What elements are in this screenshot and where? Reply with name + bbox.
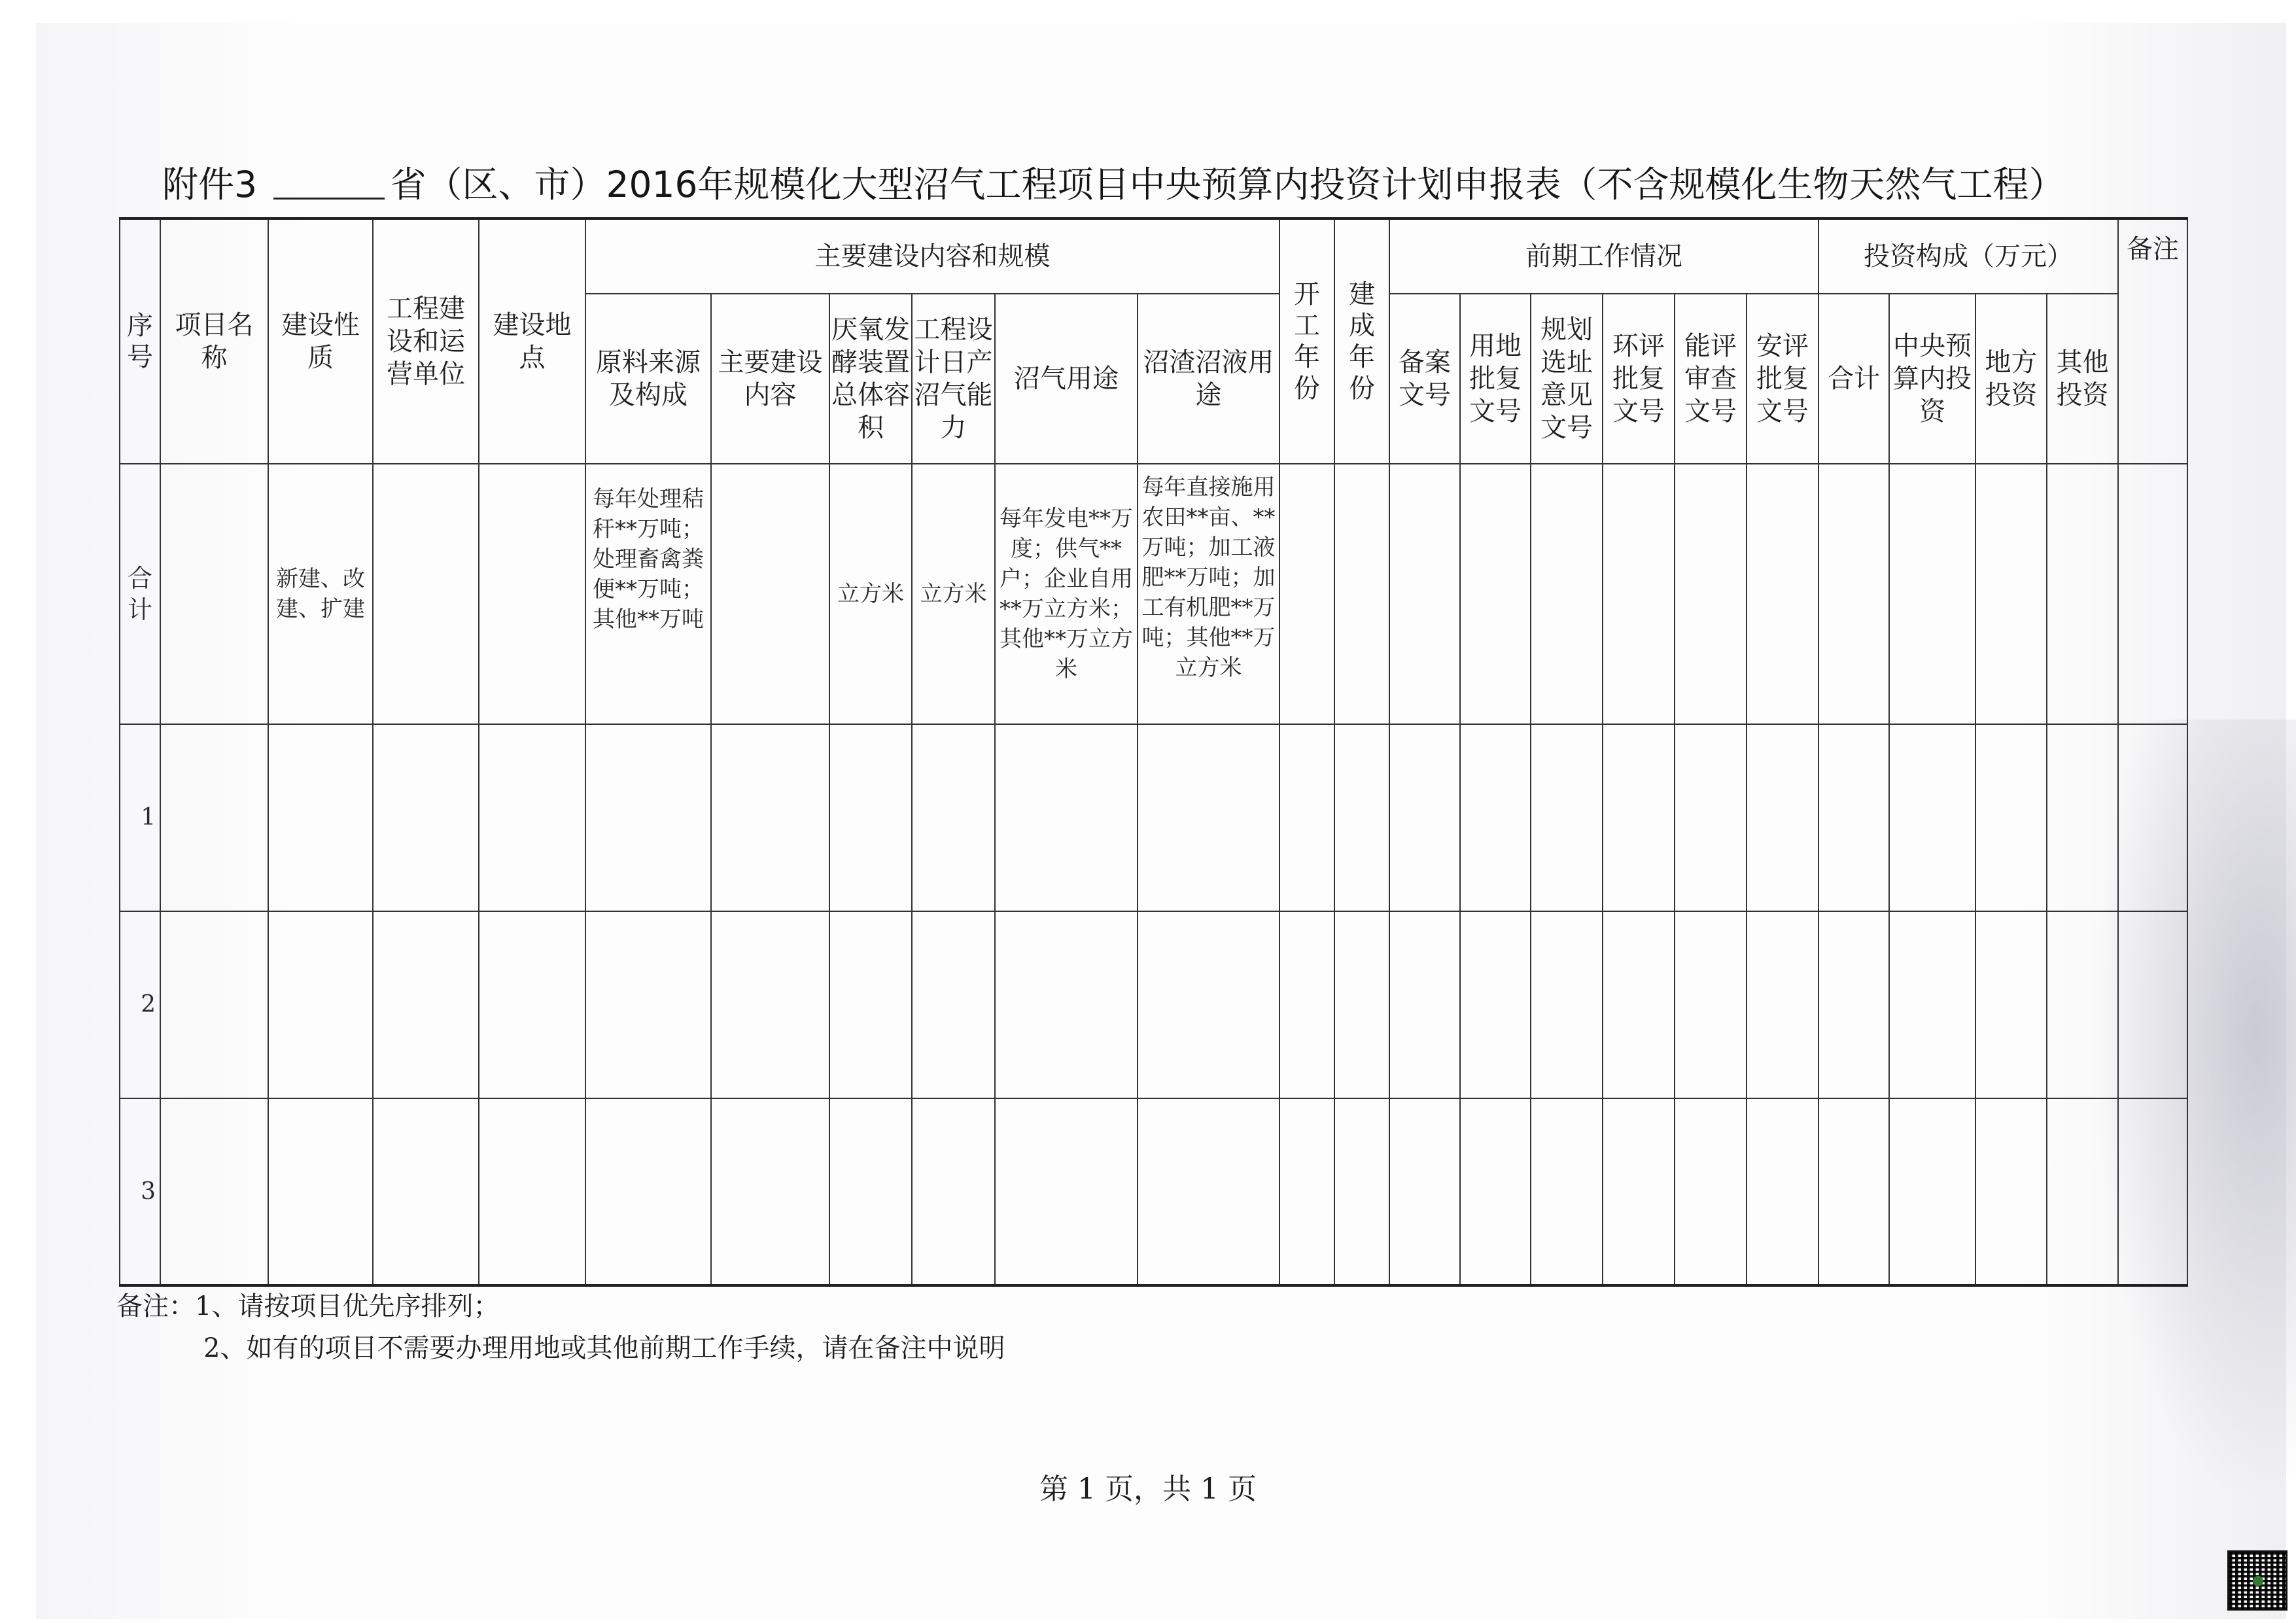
cell-empty[interactable] [1603,1098,1675,1285]
cell-empty[interactable] [912,911,995,1098]
group-investment: 投资构成（万元） [1818,218,2118,294]
cell-empty[interactable] [268,911,373,1098]
note-line-2: 2、如有的项目不需要办理用地或其他前期工作手续，请在备注中说明 [203,1333,1005,1363]
page-footer: 第 1 页，共 1 页 [1039,1473,1257,1506]
group-prework: 前期工作情况 [1389,218,1818,294]
header-energy-no: 能评审查文号 [1675,294,1747,464]
cell-empty[interactable] [829,1098,912,1285]
cell-empty[interactable] [829,911,912,1098]
cell-empty[interactable] [1747,1098,1818,1285]
cell-empty[interactable] [1747,911,1818,1098]
cell-capacity[interactable]: 立方米 [912,464,995,724]
cell-planning-no[interactable] [1531,464,1603,724]
header-capacity: 工程设计日产沼气能力 [912,294,995,464]
header-safety-no: 安评批复文号 [1747,294,1818,464]
cell-empty[interactable] [2047,911,2118,1098]
table-row [120,1098,2187,1285]
cell-empty[interactable] [268,1098,373,1285]
cell-empty[interactable] [1747,724,1818,911]
header-land-no: 用地批复文号 [1460,294,1531,464]
cell-local[interactable] [1975,464,2047,724]
cell-project-name[interactable] [160,464,268,724]
cell-empty[interactable] [585,724,711,911]
cell-empty[interactable] [1818,724,1889,911]
header-central: 中央预算内投资 [1889,294,1975,464]
header-gas-use: 沼气用途 [995,294,1138,464]
cell-volume[interactable]: 立方米 [829,464,912,724]
cell-empty[interactable] [912,1098,995,1285]
cell-empty[interactable] [268,724,373,911]
header-other: 其他投资 [2047,294,2118,464]
cell-empty[interactable] [1389,911,1460,1098]
header-material: 原料来源及构成 [585,294,711,464]
header-seq: 序号 [120,218,160,464]
cell-empty[interactable] [1675,911,1747,1098]
cell-empty[interactable] [2118,911,2187,1098]
cell-central[interactable] [1889,464,1975,724]
cell-empty[interactable] [1975,1098,2047,1285]
cell-empty[interactable] [711,1098,829,1285]
page-title [162,156,2064,207]
header-local: 地方投资 [1975,294,2047,464]
qr-code-icon [2227,1550,2287,1611]
cell-empty[interactable] [2118,724,2187,911]
cell-safety-no[interactable] [1747,464,1818,724]
cell-empty[interactable] [829,724,912,911]
cell-material[interactable]: 每年处理秸秆**万吨；处理畜禽粪便**万吨；其他**万吨 [585,464,711,724]
cell-empty[interactable] [1531,1098,1603,1285]
application-table [119,217,2188,1287]
cell-empty[interactable] [711,724,829,911]
cell-empty[interactable] [373,911,479,1098]
header-finish-year: 建成年份 [1334,218,1389,464]
cell-empty[interactable] [1279,1098,1334,1285]
header-location: 建设地点 [479,218,585,464]
header-start-year: 开工年份 [1279,218,1334,464]
cell-empty[interactable] [1603,724,1675,911]
title-text: 省（区、市）2016年规模化大型沼气工程项目中央预算内投资计划申报表（不含规模化生物天然气工程） [390,164,2065,205]
cell-empty[interactable] [160,1098,268,1285]
cell-empty[interactable] [1389,724,1460,911]
cell-residue-use[interactable]: 每年直接施用农田**亩、**万吨；加工液肥**万吨；加工有机肥**万吨；其他**万立方米 [1138,464,1279,724]
table-row [120,724,2187,911]
cell-empty[interactable] [1975,724,2047,911]
table-row-summary [120,464,2187,724]
cell-total[interactable] [1818,464,1889,724]
cell-empty[interactable] [373,1098,479,1285]
cell-nature[interactable]: 新建、改建、扩建 [268,464,373,724]
group-main-construction: 主要建设内容和规模 [585,218,1279,294]
cell-gas-use[interactable]: 每年发电**万度；供气**户；企业自用**万立方米；其他**万立方米 [995,464,1138,724]
province-blank-line [273,169,385,200]
cell-energy-no[interactable] [1675,464,1747,724]
note-line-1: 备注：1、请按项目优先序排列； [116,1291,500,1321]
cell-empty[interactable] [1675,1098,1747,1285]
header-project-name: 项目名称 [160,218,268,464]
cell-empty[interactable] [1889,911,1975,1098]
title-prefix: 附件3 [162,164,257,205]
cell-empty[interactable] [1279,911,1334,1098]
header-volume: 厌氧发酵装置总体容积 [829,294,912,464]
cell-empty[interactable] [1818,1098,1889,1285]
cell-env-no[interactable] [1603,464,1675,724]
notes-block [116,1285,1005,1369]
cell-empty[interactable] [1889,1098,1975,1285]
cell-empty[interactable] [1334,1098,1389,1285]
header-env-no: 环评批复文号 [1603,294,1675,464]
cell-other[interactable] [2047,464,2118,724]
cell-empty[interactable] [479,911,585,1098]
cell-empty[interactable] [995,724,1138,911]
cell-empty[interactable] [2118,1098,2187,1285]
cell-empty[interactable] [479,724,585,911]
cell-main-content[interactable] [711,464,829,724]
cell-empty[interactable] [373,724,479,911]
cell-seq: 合计 [120,464,160,724]
cell-seq: 2 [120,911,160,1098]
cell-location[interactable] [479,464,585,724]
header-main-content: 主要建设内容 [711,294,829,464]
cell-empty[interactable] [1460,1098,1531,1285]
cell-seq: 3 [120,1098,160,1285]
cell-empty[interactable] [1460,911,1531,1098]
cell-empty[interactable] [995,911,1138,1098]
cell-empty[interactable] [160,911,268,1098]
cell-empty[interactable] [995,1098,1138,1285]
cell-empty[interactable] [1460,724,1531,911]
cell-record-no[interactable] [1389,464,1460,724]
cell-seq: 1 [120,724,160,911]
header-nature: 建设性质 [268,218,373,464]
cell-empty[interactable] [1675,724,1747,911]
header-residue-use: 沼渣沼液用途 [1138,294,1279,464]
cell-empty[interactable] [1334,911,1389,1098]
cell-empty[interactable] [1975,911,2047,1098]
cell-finish-year[interactable] [1334,464,1389,724]
cell-empty[interactable] [160,724,268,911]
cell-empty[interactable] [1138,1098,1279,1285]
cell-land-no[interactable] [1460,464,1531,724]
header-total: 合计 [1818,294,1889,464]
cell-remark[interactable] [2118,464,2187,724]
cell-start-year[interactable] [1279,464,1334,724]
header-record-no: 备案文号 [1389,294,1460,464]
cell-empty[interactable] [585,1098,711,1285]
cell-empty[interactable] [585,911,711,1098]
cell-empty[interactable] [1138,911,1279,1098]
cell-empty[interactable] [479,1098,585,1285]
cell-empty[interactable] [1334,724,1389,911]
header-remark: 备注 [2118,218,2187,464]
cell-empty[interactable] [2047,1098,2118,1285]
cell-empty[interactable] [1531,911,1603,1098]
cell-empty[interactable] [1889,724,1975,911]
cell-empty[interactable] [1603,911,1675,1098]
table-row [120,911,2187,1098]
header-planning-no: 规划选址意见文号 [1531,294,1603,464]
cell-unit[interactable] [373,464,479,724]
qr-logo-dot [2253,1576,2263,1586]
cell-empty[interactable] [1389,1098,1460,1285]
cell-empty[interactable] [711,911,829,1098]
cell-empty[interactable] [912,724,995,911]
cell-empty[interactable] [1138,724,1279,911]
cell-empty[interactable] [1818,911,1889,1098]
cell-empty[interactable] [1279,724,1334,911]
header-unit: 工程建设和运营单位 [373,218,479,464]
cell-empty[interactable] [1531,724,1603,911]
cell-empty[interactable] [2047,724,2118,911]
